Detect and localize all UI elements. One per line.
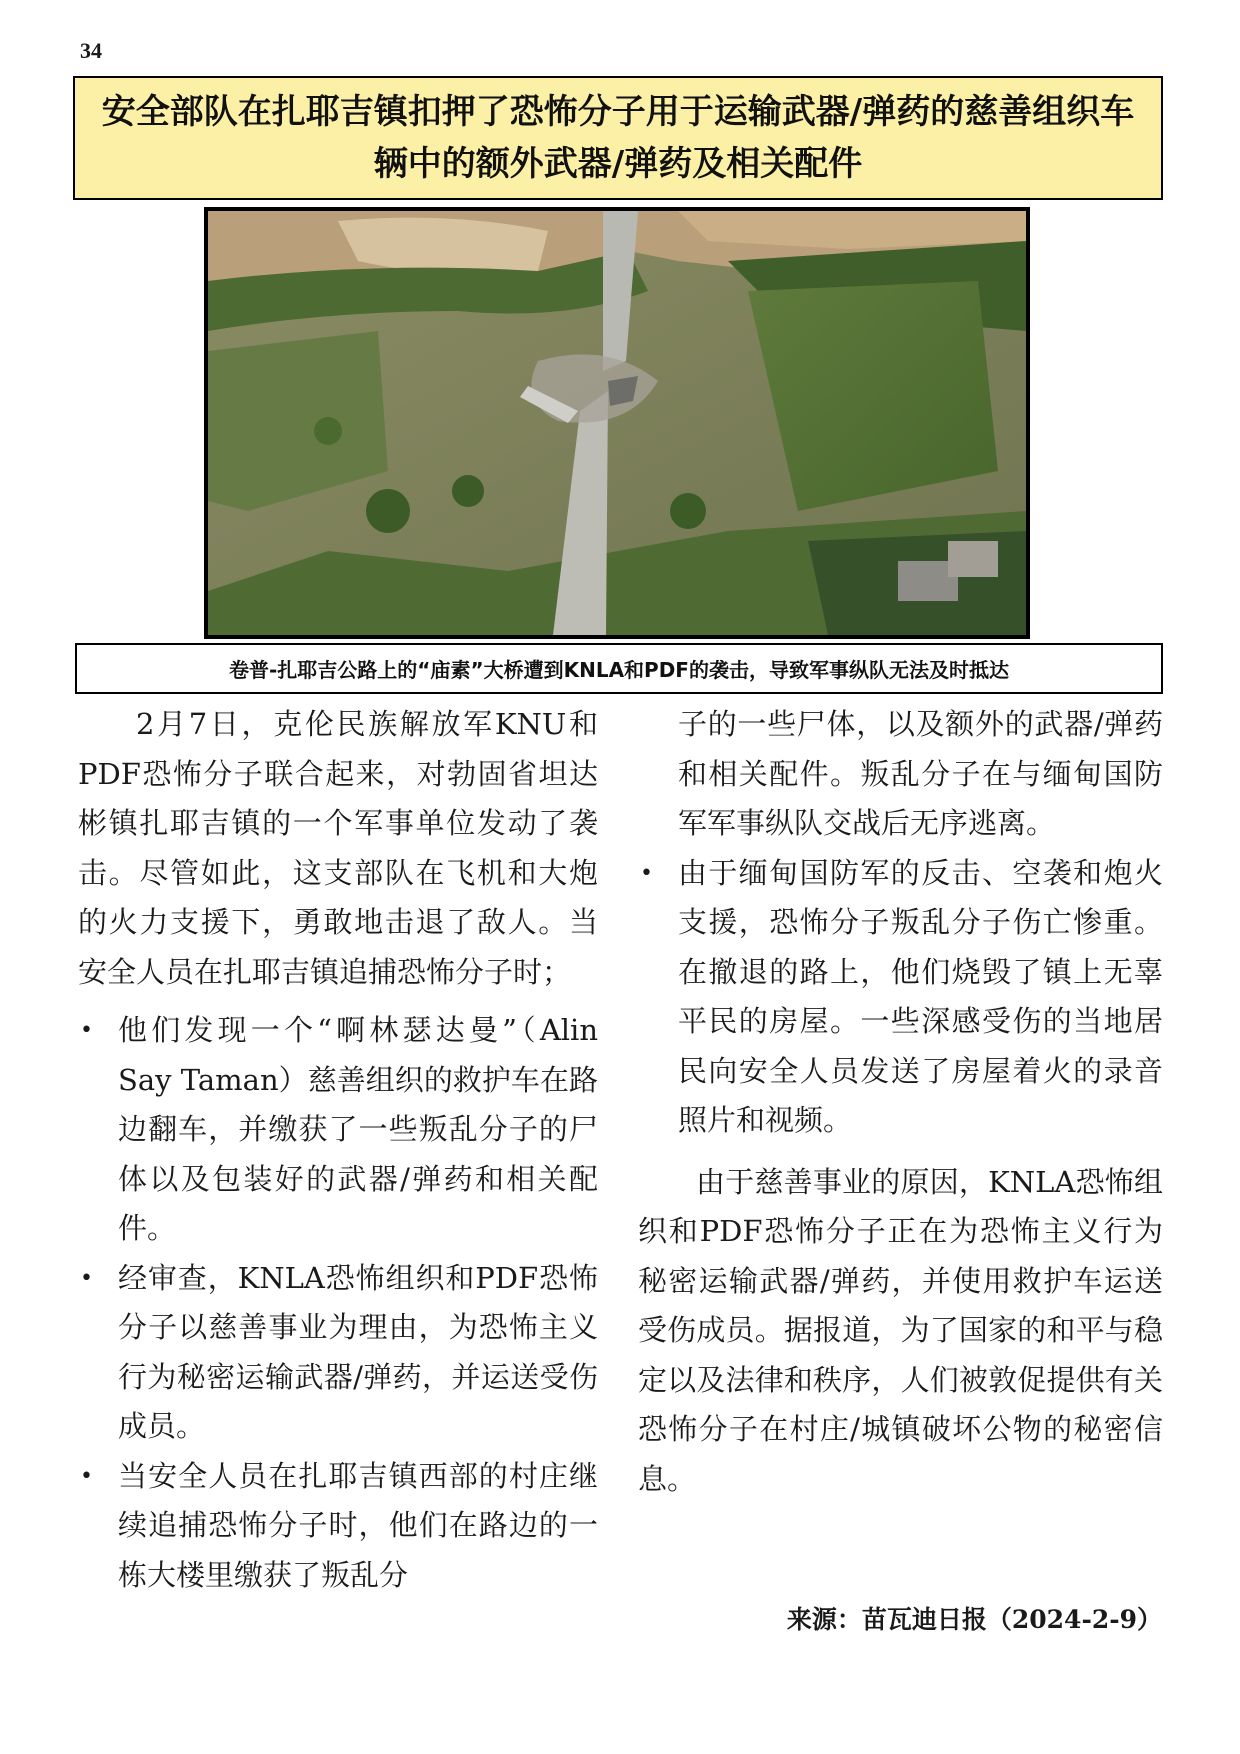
list-item	[78, 1006, 598, 1254]
bullet-icon: •	[80, 1463, 93, 1489]
right-bullet-list	[638, 849, 1163, 1146]
photo-caption: 卷普-扎耶吉公路上的“庙素”大桥遭到KNLA和PDF的袭击，导致军事纵队无法及时抵达	[229, 658, 1009, 682]
page-number: 34	[80, 38, 102, 63]
intro-paragraph: 2月7日，克伦民族解放军KNU和PDF恐怖分子联合起来，对勃固省坦达彬镇扎耶吉镇的一个军事单位发动了袭击。尽管如此，这支部队在飞机和大炮的火力支援下，勇敢地击退了敌人。当安全人员在扎耶吉镇追捕恐怖分子时；	[78, 707, 598, 989]
list-item	[638, 849, 1163, 1146]
bullet-continuation: 子的一些尸体，以及额外的武器/弹药和相关配件。叛乱分子在与缅甸国防军军事纵队交战后无序逃离。	[678, 707, 1163, 840]
photo-caption-box	[75, 643, 1163, 694]
article-photo	[204, 207, 1030, 639]
left-column	[78, 700, 598, 1600]
bullet-icon: •	[80, 1018, 93, 1043]
source-credit: 来源：苗瓦迪日报（2024-2-9）	[786, 1605, 1162, 1634]
left-bullet-list	[78, 1006, 598, 1600]
bullet-text: 他们发现一个“啊林瑟达曼”（Alin Say Taman）慈善组织的救护车在路边翻车，并缴获了一些叛乱分子的尸体以及包装好的武器/弹药和相关配件。	[118, 1013, 598, 1245]
bullet-icon: •	[80, 1265, 93, 1291]
bullet-text: 经审查，KNLA恐怖组织和PDF恐怖分子以慈善事业为理由，为恐怖主义行为秘密运输武器/弹药，并运送受伤成员。	[118, 1260, 598, 1443]
list-item	[78, 1254, 598, 1452]
bullet-text: 当安全人员在扎耶吉镇西部的村庄继续追捕恐怖分子时，他们在路边的一栋大楼里缴获了叛乱分	[118, 1458, 598, 1592]
bullet-icon: •	[640, 860, 653, 886]
headline: 安全部队在扎耶吉镇扣押了恐怖分子用于运输武器/弹药的慈善组织车辆中的额外武器/弹药及相关配件	[101, 92, 1135, 184]
closing-paragraph: 由于慈善事业的原因，KNLA恐怖组织和PDF恐怖分子正在为恐怖主义行为秘密运输武器/弹药，并使用救护车运送受伤成员。据报道，为了国家的和平与稳定以及法律和秩序，人们被敦促提供有关恐怖分子在村庄/城镇破坏公物的秘密信息。	[638, 1164, 1163, 1496]
list-item	[78, 1452, 598, 1601]
headline-box	[73, 76, 1163, 200]
bullet-text: 由于缅甸国防军的反击、空袭和炮火支援，恐怖分子叛乱分子伤亡惨重。在撤退的路上，他们烧毁了镇上无辜平民的房屋。一些深感受伤的当地居民向安全人员发送了房屋着火的录音照片和视频。	[678, 855, 1163, 1137]
right-column	[638, 700, 1163, 1504]
aerial-photo-of-damaged-bridge-icon	[208, 211, 1026, 635]
